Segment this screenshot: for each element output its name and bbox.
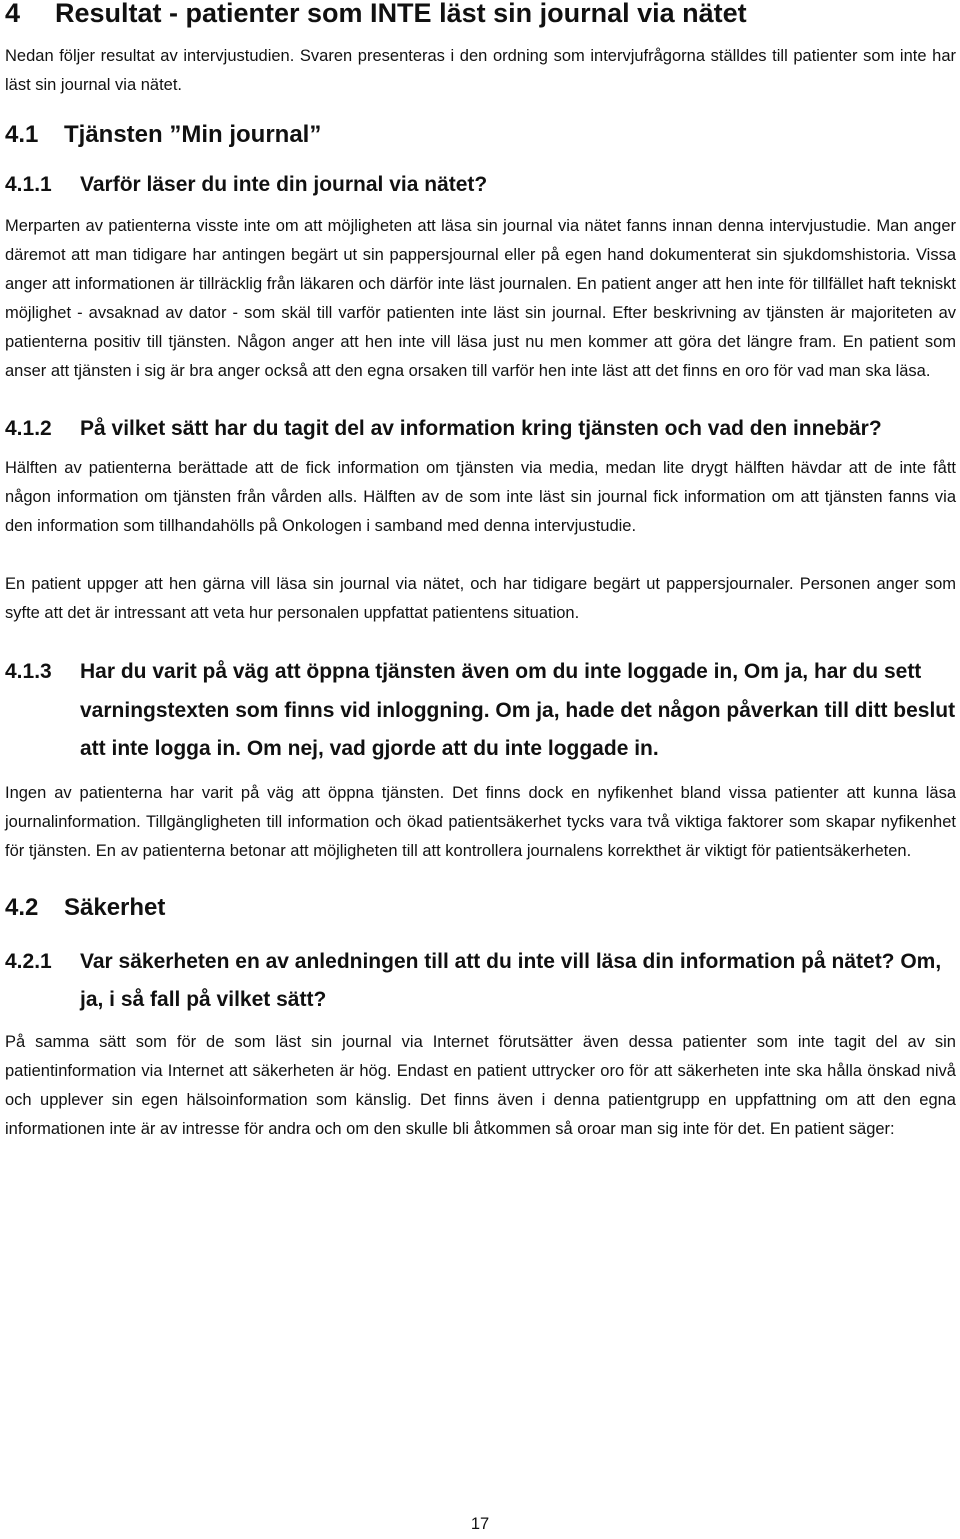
- heading-number: 4.2.1: [5, 949, 52, 973]
- heading-number: 4.1.3: [5, 660, 52, 683]
- page-number: 17: [470, 1515, 490, 1533]
- heading-section-4-2: [5, 893, 956, 923]
- heading-text: Varför läser du inte din journal via nätet?: [80, 173, 488, 196]
- intro-paragraph: Nedan följer resultat av intervjustudien. Svaren presenteras i den ordning som intervjufrågorna ställdes till patienter som inte har läst sin journal via nätet.: [5, 47, 956, 94]
- heading-section-4-1-1: [5, 170, 956, 200]
- paragraph-4-1-2-b: En patient uppger att hen gärna vill läsa sin journal via nätet, och har tidigare begärt ut pappersjournaler. Personen anger som syfte att det är intressant att veta hur personalen uppfattat patientens situation.: [5, 575, 956, 622]
- heading-text: Tjänsten ”Min journal”: [64, 121, 322, 148]
- heading-number: 4.1.1: [5, 173, 52, 196]
- paragraph-4-2-1: På samma sätt som för de som läst sin journal via Internet förutsätter även dessa patienter som inte tagit del av sin patientinformation via Internet att säkerheten är hög. Endast en patient uttrycker oro för att säkerheten inte ska hålla önskad nivå och upplever sin egen hälsoinformation som känslig. Det finns även i denna patientgrupp en uppfattning om att den egna informationen inte är av intresse för andra och om den skulle bli åtkommen så oroar man sig inte för det. En patient säger:: [5, 1032, 956, 1138]
- paragraph-4-1-2-a: Hälften av patienterna berättade att de fick information om tjänsten via media, medan lite drygt hälften hävdar att de inte fått någon information om tjänsten från vården alls. Hälften av de som inte läst sin journal fick information om att tjänsten fanns via den information som tillhandahölls på Onkologen i samband med denna intervjustudie.: [5, 459, 956, 535]
- heading-section-4-2-1: [5, 943, 956, 1019]
- paragraph-4-1-1: Merparten av patienterna visste inte om att möjligheten att läsa sin journal via nätet fanns innan denna intervjustudie. Man anger däremot att man tidigare har antingen begärt ut sin pappersjournal eller på egen hand dokumenterat sin sjukdomshistoria. Vissa anger att informationen är tillräcklig från läkaren och därför inte läst journalen. En patient anger att hen inte för tillfället haft tekniskt möjlighet - avsaknad av dator - som skäl till varför patienten inte läst sin journal. Efter beskrivning av tjänsten är majoriteten av patienterna positiv till tjänsten. Någon anger att hen inte vill läsa just nu men kommer att göra det längre fram. En patient som anser att tjänsten i sig är bra anger också att den egna orsaken till varför hen inte läst att det finns en oro för vad man ska läsa.: [5, 217, 956, 380]
- heading-section-4-1-3: [5, 653, 956, 769]
- heading-text: Har du varit på väg att öppna tjänsten även om du inte loggade in, Om ja, har du sett varningstexten som finns vid inloggning. Om ja, hade det någon påverkan till ditt beslut att inte logga in. Om nej, vad gjorde att du inte loggade in.: [80, 660, 956, 760]
- heading-number: 4: [5, 0, 21, 28]
- heading-number: 4.1.2: [5, 417, 52, 440]
- heading-number: 4.2: [5, 893, 39, 921]
- heading-text: På vilket sätt har du tagit del av information kring tjänsten och vad den innebär?: [80, 417, 882, 440]
- paragraph-4-1-3: Ingen av patienterna har varit på väg att öppna tjänsten. Det finns dock en nyfikenhet bland vissa patienter att kunna läsa journalinformation. Tillgängligheten till information och ökad patientsäkerhet tycks vara två viktiga faktorer som skapar nyfikenhet för tjänsten. En av patienterna betonar att möjligheten till att kontrollera journalens korrekthet är viktigt för patientsäkerheten.: [5, 783, 956, 860]
- heading-text: Var säkerheten en av anledningen till att du inte vill läsa din information på nätet? Om, ja, i så fall på vilket sätt?: [80, 949, 942, 1011]
- heading-text: Säkerhet: [64, 893, 166, 921]
- heading-section-4-1-2: [5, 411, 956, 447]
- heading-section-4: [5, 0, 956, 34]
- heading-text: Resultat - patienter som INTE läst sin journal via nätet: [55, 0, 747, 28]
- heading-number: 4.1: [5, 121, 39, 148]
- heading-section-4-1: [5, 120, 956, 150]
